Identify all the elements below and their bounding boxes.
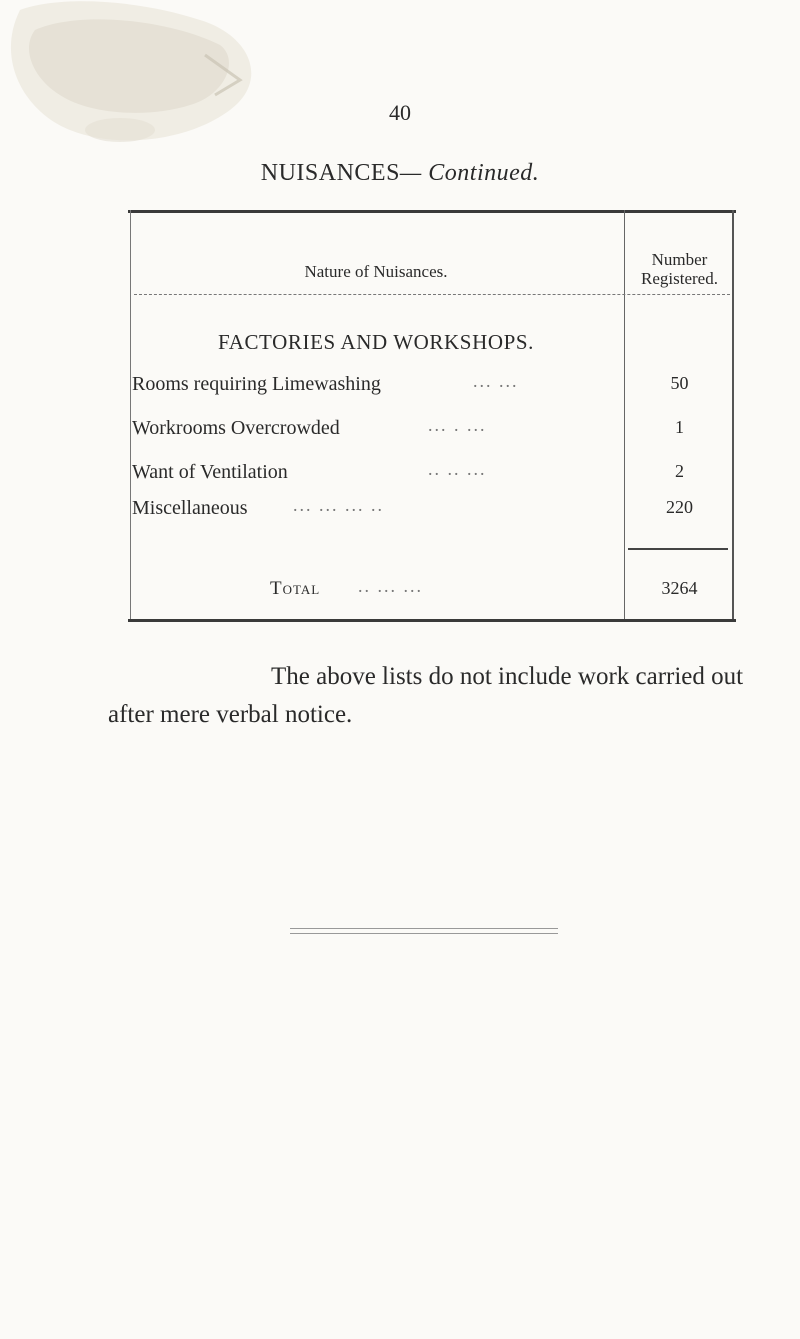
total-label [270, 578, 320, 600]
table-row [128, 461, 734, 487]
page-title-continued: — Continued. [399, 160, 540, 186]
row-value: 2 [675, 461, 684, 481]
total-row [128, 578, 734, 604]
total-leader-dots: .. ... ... [358, 576, 423, 596]
nuisances-table [128, 210, 736, 622]
footer-rule-1 [290, 928, 558, 929]
table-top-rule [128, 210, 736, 213]
row-value: 220 [666, 497, 693, 517]
header-number-registered [625, 250, 734, 288]
section-heading: FACTORIES AND WORKSHOPS. [217, 330, 535, 354]
row-leader-dots: ... ... ... .. [293, 495, 384, 515]
row-leader-dots: ... ... [473, 371, 519, 391]
row-value: 1 [675, 417, 684, 437]
page-title [0, 160, 800, 187]
row-label: Rooms requiring Limewashing [132, 373, 381, 395]
footer-rule-2 [290, 933, 558, 934]
table-row [128, 497, 734, 523]
header-number-line1: Number [651, 250, 708, 269]
row-value: 50 [670, 373, 689, 393]
total-rule [628, 548, 728, 550]
row-leader-dots: .. .. ... [428, 459, 487, 479]
header-number-line2: Registered. [641, 269, 718, 288]
table-row [128, 373, 734, 399]
page-title-main: NUISANCES [260, 160, 400, 186]
row-label: Workrooms Overcrowded [132, 417, 340, 439]
library-stamp-stain [0, 0, 290, 170]
page-number: 40 [389, 100, 411, 125]
row-label: Want of Ventilation [132, 461, 288, 483]
row-leader-dots: ... . ... [428, 415, 487, 435]
footnote-text: The above lists do not include work carried out after mere verbal notice. [108, 663, 744, 728]
table-row [128, 417, 734, 443]
total-value: 3264 [661, 578, 698, 598]
header-nature-of-nuisances: Nature of Nuisances. [304, 262, 448, 281]
header-rule [134, 294, 730, 295]
table-bottom-rule [128, 619, 736, 622]
row-label: Miscellaneous [132, 497, 248, 519]
total-label-text: Total [270, 578, 321, 599]
